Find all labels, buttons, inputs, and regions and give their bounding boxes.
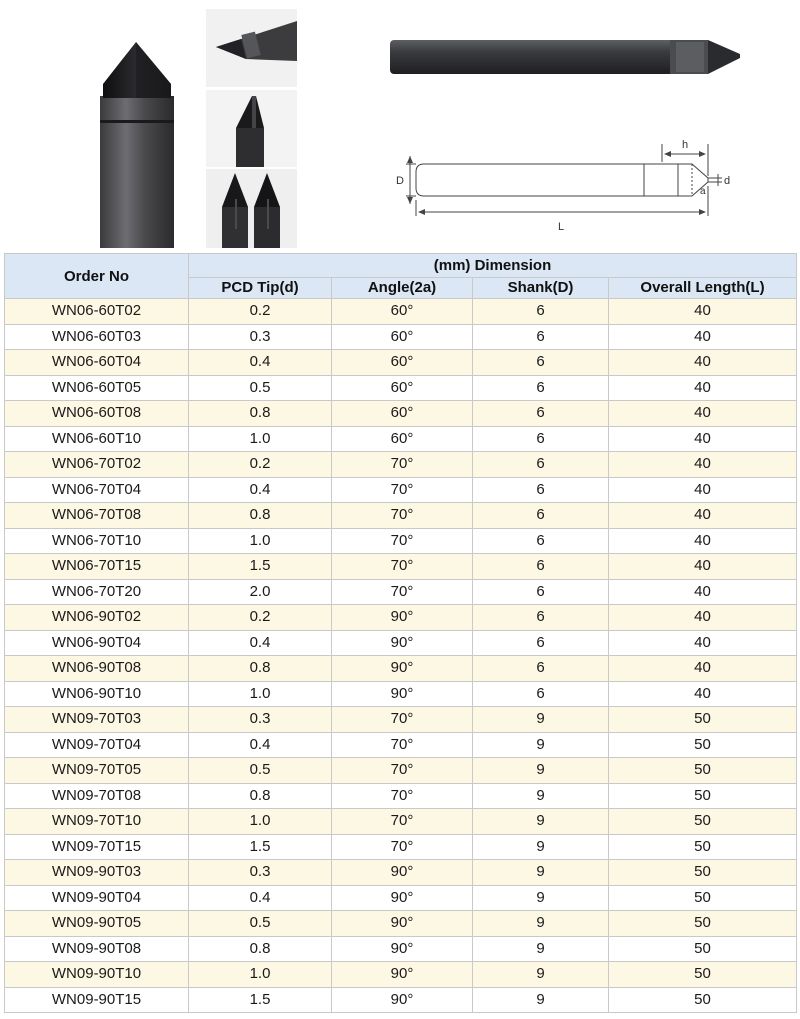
overall-length-cell: 40 <box>609 452 797 478</box>
angle-cell: 90° <box>332 911 473 937</box>
pcd-tip-cell: 0.2 <box>189 452 332 478</box>
drawing-label-D: D <box>396 175 404 187</box>
angle-cell: 60° <box>332 324 473 350</box>
pcd-tip-cell: 1.0 <box>189 962 332 988</box>
pcd-tip-cell: 0.8 <box>189 656 332 682</box>
table-row <box>5 630 797 656</box>
pcd-tip-cell: 0.3 <box>189 324 332 350</box>
overall-length-cell: 50 <box>609 860 797 886</box>
angle-cell: 70° <box>332 503 473 529</box>
order-no-cell: WN09-70T15 <box>5 834 189 860</box>
tool-side-photo <box>206 9 297 87</box>
order-no-cell: WN09-90T15 <box>5 987 189 1013</box>
pcd-tip-cell: 0.8 <box>189 936 332 962</box>
shank-cell: 9 <box>473 962 609 988</box>
table-row <box>5 987 797 1013</box>
table-row <box>5 962 797 988</box>
overall-length-cell: 50 <box>609 809 797 835</box>
order-no-cell: WN06-60T04 <box>5 350 189 376</box>
overall-length-cell: 40 <box>609 528 797 554</box>
overall-length-cell: 40 <box>609 324 797 350</box>
pcd-tip-cell: 1.0 <box>189 426 332 452</box>
angle-cell: 90° <box>332 885 473 911</box>
shank-cell: 6 <box>473 401 609 427</box>
shank-cell: 9 <box>473 783 609 809</box>
shank-cell: 6 <box>473 299 609 325</box>
angle-cell: 90° <box>332 630 473 656</box>
column-header-shank: Shank(D) <box>473 278 609 299</box>
angle-cell: 90° <box>332 987 473 1013</box>
angle-cell: 90° <box>332 962 473 988</box>
pcd-tip-cell: 1.5 <box>189 554 332 580</box>
shank-cell: 9 <box>473 732 609 758</box>
pcd-tip-cell: 0.2 <box>189 605 332 631</box>
order-no-cell: WN06-60T10 <box>5 426 189 452</box>
overall-length-cell: 50 <box>609 758 797 784</box>
overall-length-cell: 40 <box>609 681 797 707</box>
table-row <box>5 299 797 325</box>
order-no-cell: WN06-90T08 <box>5 656 189 682</box>
shank-cell: 6 <box>473 605 609 631</box>
shank-cell: 6 <box>473 630 609 656</box>
order-no-cell: WN06-70T08 <box>5 503 189 529</box>
order-no-cell: WN06-60T08 <box>5 401 189 427</box>
angle-cell: 70° <box>332 477 473 503</box>
dimension-drawing <box>392 132 752 238</box>
pcd-tip-cell: 0.4 <box>189 477 332 503</box>
table-row <box>5 554 797 580</box>
tool-full-length-photo <box>380 28 750 92</box>
shank-cell: 6 <box>473 452 609 478</box>
angle-cell: 60° <box>332 401 473 427</box>
order-no-cell: WN06-90T04 <box>5 630 189 656</box>
drawing-label-a: a <box>700 186 706 197</box>
shank-cell: 9 <box>473 707 609 733</box>
order-no-cell: WN09-90T08 <box>5 936 189 962</box>
shank-cell: 6 <box>473 503 609 529</box>
order-no-cell: WN06-60T02 <box>5 299 189 325</box>
drawing-label-d: d <box>724 175 731 187</box>
spec-table <box>4 253 797 1013</box>
order-no-cell: WN09-90T10 <box>5 962 189 988</box>
table-row <box>5 375 797 401</box>
angle-cell: 90° <box>332 656 473 682</box>
order-no-header: Order No <box>5 254 189 299</box>
table-row <box>5 503 797 529</box>
angle-cell: 70° <box>332 758 473 784</box>
angle-cell: 70° <box>332 528 473 554</box>
table-row <box>5 350 797 376</box>
overall-length-cell: 50 <box>609 707 797 733</box>
pcd-tip-cell: 0.2 <box>189 299 332 325</box>
shank-cell: 9 <box>473 809 609 835</box>
angle-cell: 70° <box>332 554 473 580</box>
order-no-cell: WN09-70T03 <box>5 707 189 733</box>
table-row <box>5 732 797 758</box>
overall-length-cell: 40 <box>609 630 797 656</box>
column-header-angle: Angle(2a) <box>332 278 473 299</box>
shank-cell: 6 <box>473 324 609 350</box>
angle-cell: 70° <box>332 809 473 835</box>
order-no-cell: WN06-70T04 <box>5 477 189 503</box>
table-row <box>5 656 797 682</box>
shank-cell: 6 <box>473 681 609 707</box>
pcd-tip-cell: 0.4 <box>189 350 332 376</box>
drawing-label-h: h <box>682 139 689 151</box>
order-no-cell: WN09-70T05 <box>5 758 189 784</box>
spec-table-header <box>5 254 797 299</box>
overall-length-cell: 40 <box>609 605 797 631</box>
overall-length-cell: 50 <box>609 987 797 1013</box>
shank-cell: 6 <box>473 528 609 554</box>
table-row <box>5 452 797 478</box>
shank-cell: 9 <box>473 758 609 784</box>
order-no-cell: WN09-90T05 <box>5 911 189 937</box>
order-no-cell: WN06-70T15 <box>5 554 189 580</box>
overall-length-cell: 40 <box>609 375 797 401</box>
pcd-tip-cell: 0.4 <box>189 885 332 911</box>
pcd-tip-cell: 0.3 <box>189 860 332 886</box>
table-row <box>5 681 797 707</box>
overall-length-cell: 40 <box>609 350 797 376</box>
table-row <box>5 707 797 733</box>
overall-length-cell: 40 <box>609 426 797 452</box>
angle-cell: 60° <box>332 375 473 401</box>
overall-length-cell: 50 <box>609 834 797 860</box>
order-no-cell: WN09-70T08 <box>5 783 189 809</box>
shank-cell: 9 <box>473 885 609 911</box>
pcd-tip-cell: 0.4 <box>189 630 332 656</box>
table-row <box>5 936 797 962</box>
pcd-tip-cell: 1.0 <box>189 528 332 554</box>
shank-cell: 9 <box>473 936 609 962</box>
shank-cell: 6 <box>473 579 609 605</box>
tool-pair-photo <box>206 169 297 248</box>
table-row <box>5 324 797 350</box>
column-header-pcd-tip: PCD Tip(d) <box>189 278 332 299</box>
pcd-tip-cell: 2.0 <box>189 579 332 605</box>
overall-length-cell: 40 <box>609 554 797 580</box>
pcd-tip-cell: 1.0 <box>189 809 332 835</box>
order-no-cell: WN06-70T02 <box>5 452 189 478</box>
angle-cell: 70° <box>332 783 473 809</box>
angle-cell: 70° <box>332 732 473 758</box>
order-no-cell: WN09-90T04 <box>5 885 189 911</box>
overall-length-cell: 40 <box>609 579 797 605</box>
order-no-cell: WN09-70T10 <box>5 809 189 835</box>
angle-cell: 70° <box>332 834 473 860</box>
pcd-tip-cell: 1.0 <box>189 681 332 707</box>
angle-cell: 90° <box>332 681 473 707</box>
pcd-tip-cell: 0.8 <box>189 401 332 427</box>
pcd-tip-cell: 0.5 <box>189 758 332 784</box>
angle-cell: 60° <box>332 299 473 325</box>
pcd-tip-cell: 0.5 <box>189 911 332 937</box>
overall-length-cell: 40 <box>609 656 797 682</box>
table-row <box>5 401 797 427</box>
overall-length-cell: 40 <box>609 299 797 325</box>
table-row <box>5 911 797 937</box>
angle-cell: 90° <box>332 605 473 631</box>
overall-length-cell: 50 <box>609 732 797 758</box>
shank-cell: 6 <box>473 477 609 503</box>
overall-length-cell: 50 <box>609 962 797 988</box>
pcd-tip-cell: 1.5 <box>189 987 332 1013</box>
table-row <box>5 809 797 835</box>
tool-tip-closeup-photo <box>98 40 178 248</box>
order-no-cell: WN06-70T10 <box>5 528 189 554</box>
overall-length-cell: 50 <box>609 783 797 809</box>
table-row <box>5 783 797 809</box>
shank-cell: 9 <box>473 860 609 886</box>
shank-cell: 6 <box>473 350 609 376</box>
shank-cell: 6 <box>473 426 609 452</box>
product-images <box>0 0 800 252</box>
shank-cell: 9 <box>473 911 609 937</box>
order-no-cell: WN06-60T03 <box>5 324 189 350</box>
table-row <box>5 426 797 452</box>
order-no-cell: WN06-70T20 <box>5 579 189 605</box>
drawing-label-L: L <box>558 221 565 233</box>
pcd-tip-cell: 0.8 <box>189 783 332 809</box>
overall-length-cell: 40 <box>609 401 797 427</box>
overall-length-cell: 50 <box>609 936 797 962</box>
order-no-cell: WN09-90T03 <box>5 860 189 886</box>
angle-cell: 70° <box>332 452 473 478</box>
table-row <box>5 605 797 631</box>
shank-cell: 6 <box>473 554 609 580</box>
pcd-tip-cell: 0.4 <box>189 732 332 758</box>
order-no-cell: WN06-90T02 <box>5 605 189 631</box>
table-row <box>5 860 797 886</box>
overall-length-cell: 50 <box>609 885 797 911</box>
tool-vertical-photo <box>206 90 297 167</box>
angle-cell: 60° <box>332 426 473 452</box>
shank-cell: 9 <box>473 834 609 860</box>
pcd-tip-cell: 0.8 <box>189 503 332 529</box>
pcd-tip-cell: 0.3 <box>189 707 332 733</box>
overall-length-cell: 40 <box>609 477 797 503</box>
angle-cell: 70° <box>332 579 473 605</box>
overall-length-cell: 40 <box>609 503 797 529</box>
table-row <box>5 834 797 860</box>
table-row <box>5 885 797 911</box>
column-header-overall-length: Overall Length(L) <box>609 278 797 299</box>
angle-cell: 90° <box>332 860 473 886</box>
table-row <box>5 528 797 554</box>
angle-cell: 60° <box>332 350 473 376</box>
shank-cell: 9 <box>473 987 609 1013</box>
angle-cell: 70° <box>332 707 473 733</box>
angle-cell: 90° <box>332 936 473 962</box>
order-no-cell: WN06-90T10 <box>5 681 189 707</box>
table-row <box>5 758 797 784</box>
spec-table-body <box>5 299 797 1013</box>
shank-cell: 6 <box>473 375 609 401</box>
table-row <box>5 477 797 503</box>
pcd-tip-cell: 1.5 <box>189 834 332 860</box>
pcd-tip-cell: 0.5 <box>189 375 332 401</box>
order-no-cell: WN09-70T04 <box>5 732 189 758</box>
dimension-group-header: (mm) Dimension <box>189 254 797 278</box>
table-row <box>5 579 797 605</box>
shank-cell: 6 <box>473 656 609 682</box>
order-no-cell: WN06-60T05 <box>5 375 189 401</box>
overall-length-cell: 50 <box>609 911 797 937</box>
